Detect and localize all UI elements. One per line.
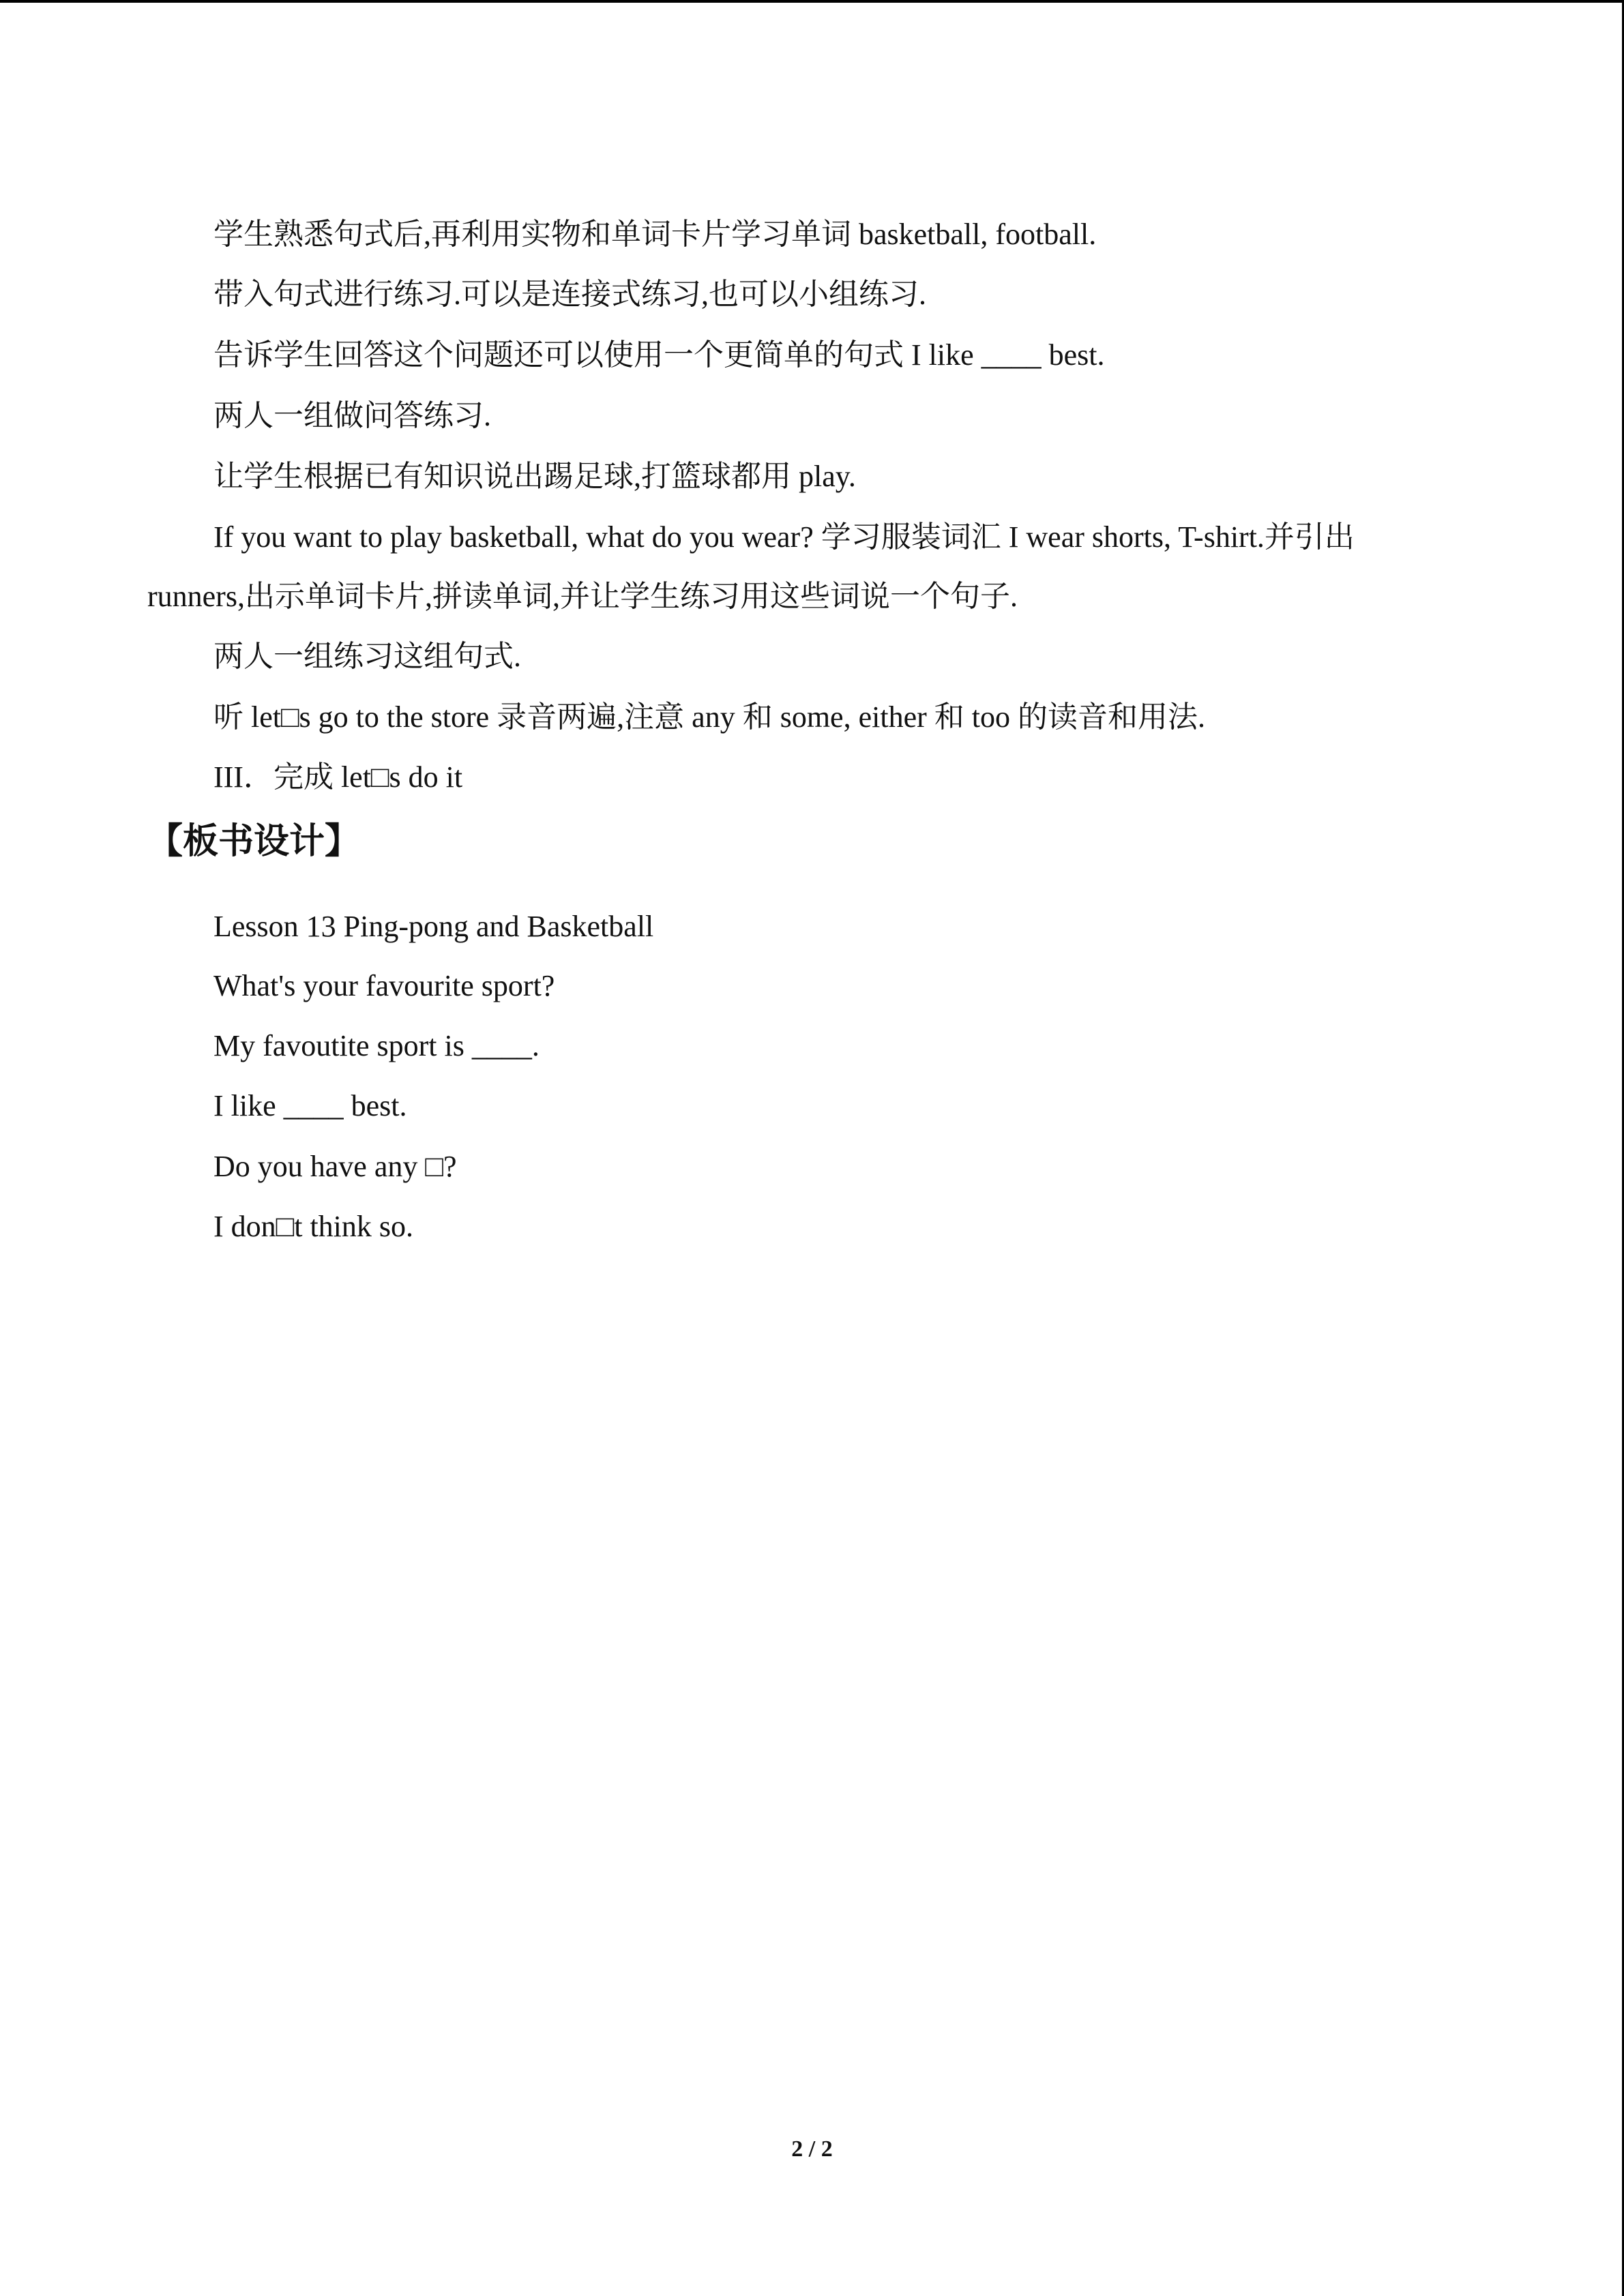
body-line-4: 两人一组做问答练习.: [213, 399, 491, 432]
board-line-3: My favoutite sport is ____.: [213, 1029, 540, 1062]
board-line-2: What's your favourite sport?: [213, 969, 555, 1002]
body-line-9: III．完成 let□s do it: [213, 760, 463, 794]
board-line-1: Lesson 13 Ping-pong and Basketball: [213, 910, 654, 943]
body-line-6-continued: runners,出示单词卡片,拼读单词,并让学生练习用这些词说一个句子.: [147, 580, 1018, 613]
board-line-4: I like ____ best.: [213, 1089, 407, 1122]
body-line-3: 告诉学生回答这个问题还可以使用一个更简单的句式 I like ____ best.: [213, 338, 1105, 372]
body-line-8: 听 let□s go to the store 录音两遍,注意 any 和 some, either 和 too 的读音和用法.: [213, 700, 1205, 734]
body-line-7: 两人一组练习这组句式.: [213, 640, 521, 673]
board-line-5: Do you have any □?: [213, 1150, 457, 1183]
body-line-6: If you want to play basketball, what do you wear? 学习服装词汇 I wear shorts, T-shirt.并引出: [213, 520, 1355, 554]
body-line-5: 让学生根据已有知识说出踢足球,打篮球都用 play.: [213, 460, 856, 493]
section-heading: 【板书设计】: [147, 821, 361, 862]
board-line-6: I don□t think so.: [213, 1210, 414, 1243]
body-line-2: 带入句式进行练习.可以是连接式练习,也可以小组练习.: [213, 278, 926, 311]
page-number: 2 / 2: [791, 2136, 833, 2162]
body-line-1: 学生熟悉句式后,再利用实物和单词卡片学习单词 basketball, football.: [213, 218, 1097, 251]
